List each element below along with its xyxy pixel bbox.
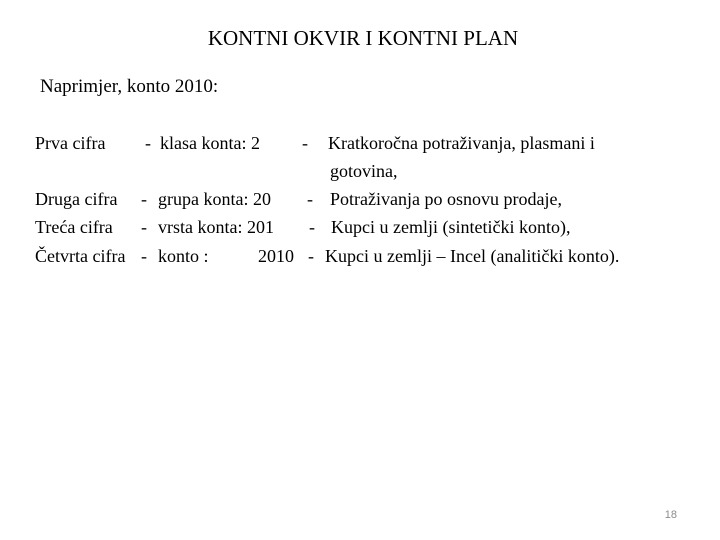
digit-label: Treća cifra [35,217,113,237]
digit-row-first [0,131,720,155]
intro-text: Naprimjer, konto 2010: [40,76,219,97]
digit-row-fourth [0,244,720,268]
separator-dash: - [309,217,315,237]
account-level: konto : [158,246,209,266]
account-level: vrsta konta: 201 [158,217,274,237]
digit-row-second [0,187,720,211]
account-level: klasa konta: 2 [160,133,260,153]
separator-dash: - [307,189,313,209]
account-description-continuation: gotovina, [330,161,398,181]
slide-title: KONTNI OKVIR I KONTNI PLAN [207,26,519,50]
separator-dash: - [302,133,308,153]
digit-label: Prva cifra [35,133,106,153]
separator-dash: - [141,189,147,209]
separator-dash: - [141,217,147,237]
page-number: 18 [664,509,677,521]
separator-dash: - [141,246,147,266]
digit-label: Druga cifra [35,189,118,209]
account-description: Kratkoročna potraživanja, plasmani i [328,133,595,153]
digit-row-third [0,215,720,239]
account-description: Kupci u zemlji – Incel (analitički konto). [325,246,620,266]
account-description: Kupci u zemlji (sintetički konto), [331,217,571,237]
account-code: 2010 [258,246,294,266]
digit-label: Četvrta cifra [35,246,126,266]
digit-row-first-continuation [0,159,720,183]
account-description: Potraživanja po osnovu prodaje, [330,189,562,209]
separator-dash: - [145,133,151,153]
separator-dash: - [308,246,314,266]
account-level: grupa konta: 20 [158,189,271,209]
